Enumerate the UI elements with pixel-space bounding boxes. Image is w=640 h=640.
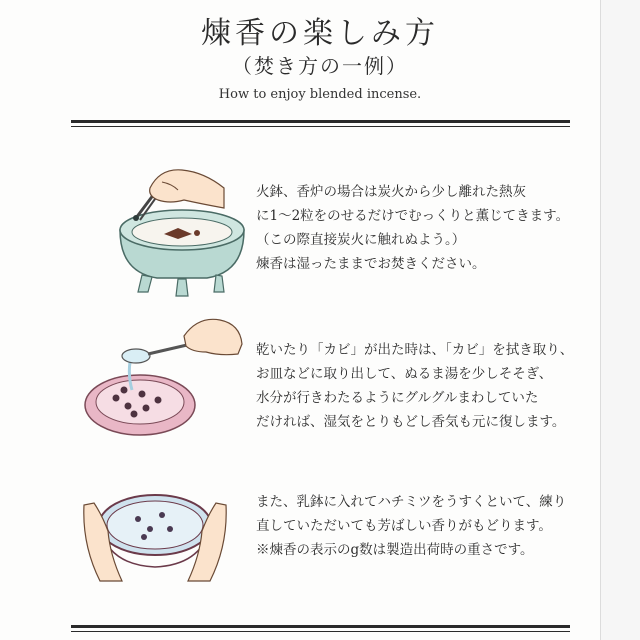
page-title: 煉香の楽しみ方 xyxy=(201,16,439,51)
page-subtitle: （焚き方の一例） xyxy=(232,54,408,78)
instruction-paragraph-honey xyxy=(256,490,596,562)
instruction-line: だければ、湿気をとりもどし香気も元に復します。 xyxy=(256,414,566,430)
english-caption: How to enjoy blended incense. xyxy=(218,87,422,102)
top-divider-thick xyxy=(71,120,570,123)
instruction-line: 直していただいても芳ばしい香りがもどります。 xyxy=(256,518,552,534)
instruction-line: 乾いたり「カビ」が出た時は、「カビ」を拭き取り、 xyxy=(256,342,574,358)
bottom-divider-thick xyxy=(71,625,570,628)
hand-tongs-incense-burner-icon xyxy=(112,160,252,300)
instruction-paragraph-burning xyxy=(256,180,596,276)
hands-holding-bowl-icon xyxy=(80,485,230,585)
instruction-line: 火鉢、香炉の場合は炭火から少し離れた熱灰 xyxy=(256,184,526,200)
top-divider-thin xyxy=(71,126,570,127)
instruction-line: また、乳鉢に入れてハチミツをうすくといて、練り xyxy=(256,494,567,510)
instruction-paragraph-mold xyxy=(256,338,596,434)
hand-ladle-pink-dish-icon xyxy=(80,310,245,450)
bottom-divider-thin xyxy=(71,631,570,632)
instruction-note: ※煉香の表示のg数は製造出荷時の重さです。 xyxy=(256,542,534,558)
instruction-line: 煉香は湿ったままでお焚きください。 xyxy=(256,256,486,272)
instruction-line: （この際直接炭火に触れぬよう。） xyxy=(256,232,466,248)
instruction-line: に1～2粒をのせるだけでむっくりと薫じてきます。 xyxy=(256,208,570,224)
instruction-line: 水分が行きわたるようにグルグルまわしていた xyxy=(256,390,539,406)
instruction-line: お皿などに取り出して、ぬるま湯を少しそそぎ、 xyxy=(256,366,553,382)
